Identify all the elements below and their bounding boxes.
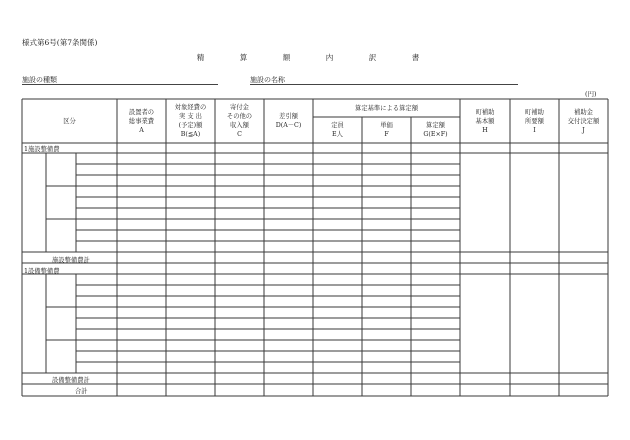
header-donation-income: 寄付金 その他の 収入額 C (226, 104, 253, 138)
facility-type-label: 施設の種類 (22, 76, 57, 84)
section-facility-heading: 1施設整備費 (24, 146, 60, 153)
total-label: 合計 (75, 388, 88, 395)
header-unit-price: 単価 F (380, 122, 393, 138)
header-total-project-cost: 設置者の 総事業費 A (128, 108, 155, 134)
header-town-required-amount: 町補助 所要額 I (525, 108, 544, 134)
header-actual-expenditure: 対象経費の 実 支 出 (予定)額 B(≦A) (174, 104, 207, 138)
header-difference: 差引額 D(A－C) (275, 113, 302, 129)
section-equipment-subtotal: 設備整備費計 (52, 377, 90, 384)
unit-label: (円) (585, 90, 597, 98)
section-facility-subtotal: 施設整備費計 (52, 257, 90, 264)
section-equipment-heading: 1設備整備費 (24, 268, 60, 275)
header-grant-decision-amount: 補助金 交付決定額 J (567, 108, 600, 134)
header-capacity: 定員 E人 (331, 122, 344, 138)
header-standard-calc-group: 算定基準による算定額 (355, 104, 418, 112)
document-title: 精 算 額 内 訳 書 (196, 53, 434, 62)
header-town-basic-amount: 町補助 基本額 H (475, 108, 495, 134)
header-calculated-amount: 算定額 G(E×F) (423, 122, 448, 138)
facility-name-label: 施設の名称 (250, 76, 285, 84)
header-kubun: 区分 (63, 117, 76, 125)
form-number: 様式第6号(第7条関係) (22, 38, 98, 47)
